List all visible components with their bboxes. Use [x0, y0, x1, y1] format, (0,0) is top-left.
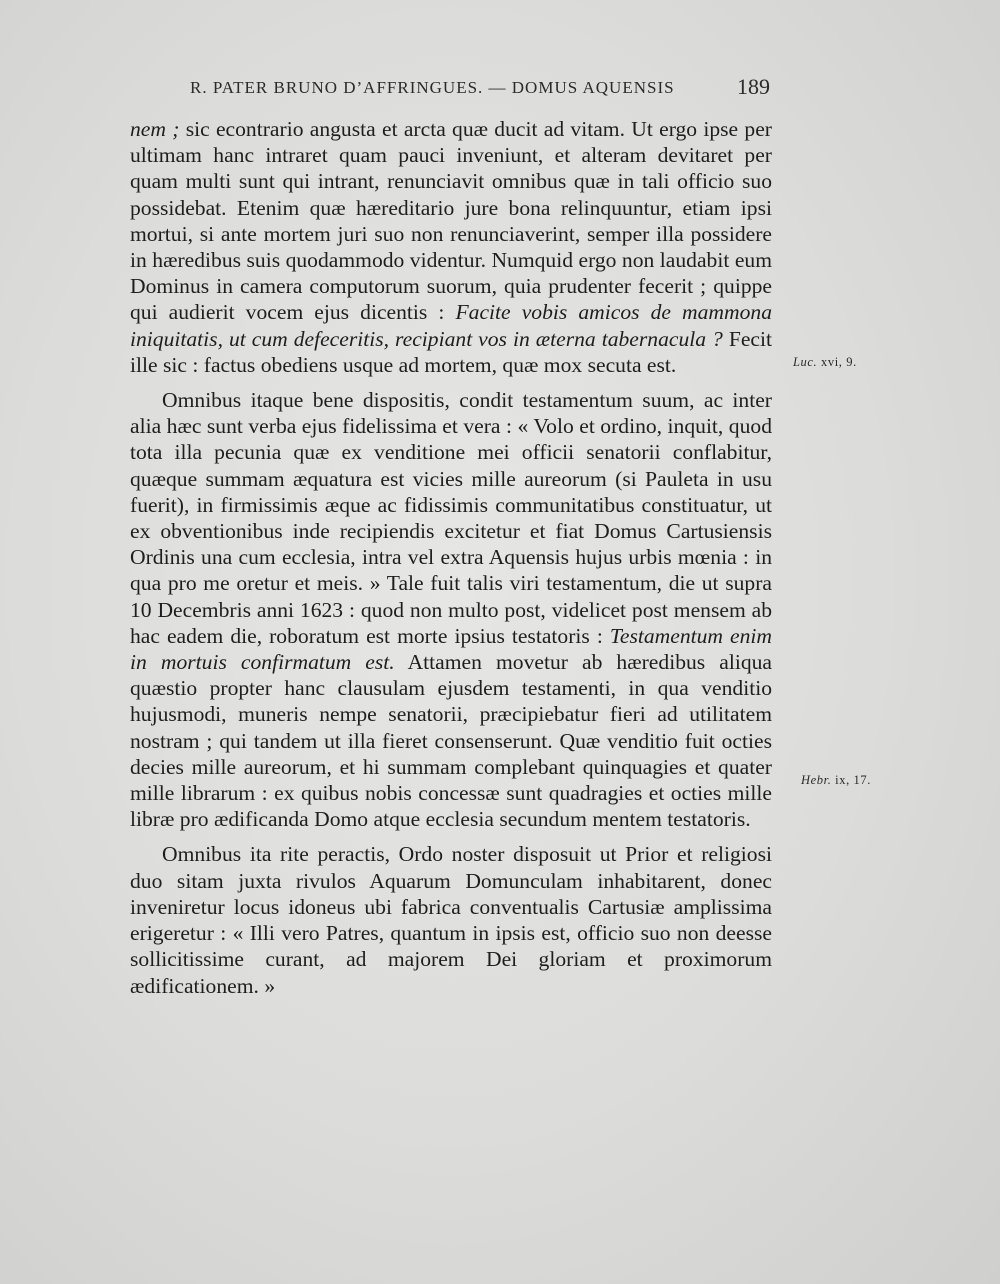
paragraph-1-italic-start: nem ;	[130, 117, 180, 141]
paragraph-2-text-b: Attamen movetur ab hæredibus aliqua quæstio propter hanc clausulam ejusdem testamenti, in qua venditio hujusmodi, muneris nempe senatorii, præcipiebatur fieri ad utilitatem nostram ; qui tandem ut illa fieret consenserunt. Quæ venditio fuit octies decies mille aureorum, et hi summam complebant quinquagies et quater mille librarum : ex quibus nobis concessæ sunt quadragies et octies mille libræ pro ædificanda Domo atque ecclesia secundum mentem testatoris.	[130, 650, 773, 832]
marginal-note-luke	[793, 355, 857, 370]
marginal-note-hebrews-book: Hebr.	[801, 773, 832, 787]
running-head	[190, 74, 770, 104]
paragraph-1-text-a: sic econtrario angusta et arcta quæ ducit ad vitam. Ut ergo ipse per ultimam hanc intraret quam pauci inveniunt, et alteram devitaret per quam multi sunt qui intrant, renunciavit omnibus quæ in tali officio suo possidebat. Etenim quæ hæreditario jure bona relinquuntur, etiam ipsi mortui, si ante mortem juri suo non renunciaverint, semper illa possidere in hæredibus suis quodammodo videntur. Numquid ergo non laudabit eum Dominus in camera computorum suorum, quia prudenter fecerit ; quippe qui audierit vocem ejus dicentis :	[130, 117, 772, 325]
paragraph-3	[130, 841, 772, 998]
marginal-note-hebrews-ref: ix, 17.	[831, 773, 871, 787]
marginal-note-hebrews	[801, 773, 871, 788]
marginal-note-luke-book: Luc.	[793, 355, 818, 369]
paragraph-1-quotation-luke: Facite vobis amicos de mammona iniquitatis, ut cum defeceritis, recipiant vos in æterna tabernacula ?	[130, 300, 773, 351]
paragraph-1-text-b: Fecit ille sic : factus obediens usque ad mortem, quæ mox secuta est.	[130, 326, 772, 377]
body-text	[130, 116, 772, 999]
paragraph-2-text-a: Omnibus itaque bene dispositis, condit testamentum suum, ac inter alia hæc sunt verba ejus fidelissima et vera : « Volo et ordino, inquit, quod tota illa pecunia quæ ex venditione mei officii senatorii conflabitur, quæque summam æquatura est vicies mille aureorum (si Pauleta in usu fuerit), in firmissimis æque ac fidissimis communitatibus constituatur, ut ex obventionibus inde recipiendis excitetur et fiat Domus Cartusiensis Ordinis una cum ecclesia, intra vel extra Aquensis hujus urbis mœnia : in qua pro me oretur et meis. » Tale fuit talis viri testamentum, die ut supra 10 Decembris anni 1623 : quod non multo post, videlicet post mensem ab hac eadem die, roboratum est morte ipsius testatoris :	[130, 388, 772, 648]
paragraph-2	[130, 387, 772, 832]
marginal-note-luke-ref: xvi, 9.	[817, 355, 857, 369]
paragraph-3-text: Omnibus ita rite peractis, Ordo noster disposuit ut Prior et religiosi duo sitam juxta rivulos Aquarum Domunculam inhabitarent, donec inveniretur locus idoneus ubi fabrica conventualis Cartusiæ amplissima erigeretur : « Illi vero Patres, quantum in ipsis est, officio suo non deesse sollicitissime curant, ad majorem Dei gloriam et proximorum ædificationem. »	[130, 842, 772, 998]
running-head-title: R. PATER BRUNO D’AFFRINGUES. — DOMUS AQUENSIS	[190, 78, 675, 97]
paragraph-2-quotation-hebrews: Testamentum enim in mortuis confirmatum est.	[130, 623, 772, 675]
page-number: 189	[737, 74, 770, 99]
paragraph-1	[130, 116, 772, 378]
